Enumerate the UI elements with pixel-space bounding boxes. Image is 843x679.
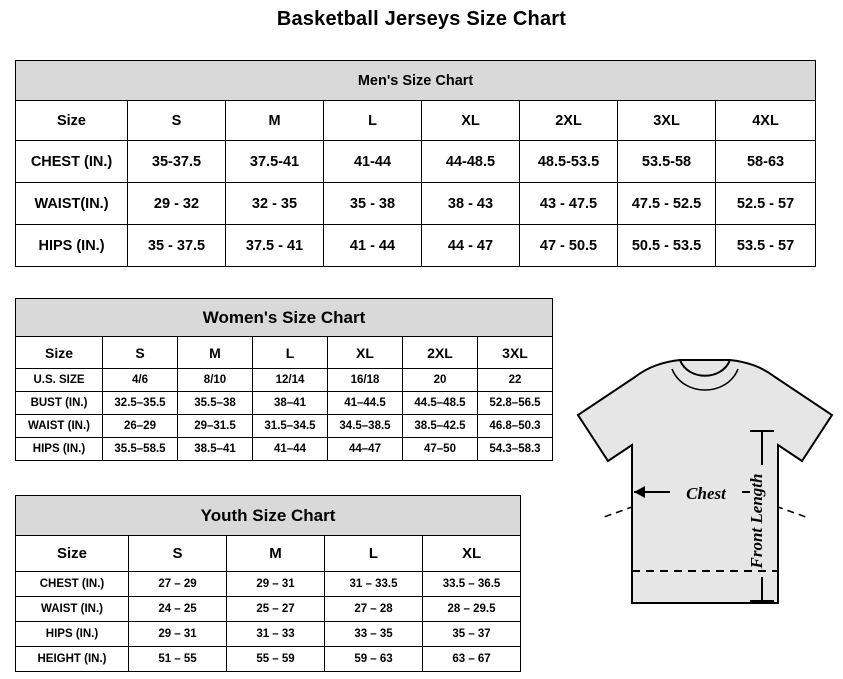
table-cell: 22 — [478, 369, 553, 392]
row-label: CHEST (IN.) — [16, 141, 128, 183]
column-header: XL — [423, 536, 521, 572]
table-cell: 51 – 55 — [129, 647, 227, 672]
column-header: M — [178, 337, 253, 369]
table-cell: 35-37.5 — [128, 141, 226, 183]
table-cell: 35 - 38 — [324, 183, 422, 225]
column-header: Size — [16, 101, 128, 141]
table-cell: 52.8–56.5 — [478, 392, 553, 415]
column-header: L — [253, 337, 328, 369]
column-header: L — [324, 101, 422, 141]
table-cell: 41–44 — [253, 438, 328, 461]
table-cell: 53.5-58 — [618, 141, 716, 183]
table-row — [16, 622, 521, 647]
table-cell: 44.5–48.5 — [403, 392, 478, 415]
row-label: HEIGHT (IN.) — [16, 647, 129, 672]
mens-chart-heading: Men's Size Chart — [16, 61, 816, 101]
table-cell: 37.5 - 41 — [226, 225, 324, 267]
table-cell: 35 – 37 — [423, 622, 521, 647]
row-label: HIPS (IN.) — [16, 225, 128, 267]
youth-size-chart-table — [15, 495, 521, 672]
row-label: WAIST(IN.) — [16, 183, 128, 225]
table-cell: 31.5–34.5 — [253, 415, 328, 438]
table-cell: 41–44.5 — [328, 392, 403, 415]
table-cell: 27 – 29 — [129, 572, 227, 597]
column-header: 3XL — [478, 337, 553, 369]
table-cell: 35.5–58.5 — [103, 438, 178, 461]
column-header: L — [325, 536, 423, 572]
row-label: WAIST (IN.) — [16, 597, 129, 622]
table-cell: 28 – 29.5 — [423, 597, 521, 622]
table-cell: 52.5 - 57 — [716, 183, 816, 225]
row-label: CHEST (IN.) — [16, 572, 129, 597]
table-cell: 63 – 67 — [423, 647, 521, 672]
table-cell: 29 – 31 — [227, 572, 325, 597]
table-cell: 38 - 43 — [422, 183, 520, 225]
table-cell: 29 - 32 — [128, 183, 226, 225]
table-cell: 44-48.5 — [422, 141, 520, 183]
table-header-row — [16, 101, 816, 141]
table-row — [16, 392, 553, 415]
table-cell: 38.5–42.5 — [403, 415, 478, 438]
table-cell: 29–31.5 — [178, 415, 253, 438]
table-cell: 12/14 — [253, 369, 328, 392]
page-title: Basketball Jerseys Size Chart — [276, 8, 567, 30]
table-cell: 32.5–35.5 — [103, 392, 178, 415]
front-length-label: Front Length — [747, 473, 766, 569]
row-label: HIPS (IN.) — [16, 622, 129, 647]
column-header: S — [129, 536, 227, 572]
column-header: S — [128, 101, 226, 141]
womens-chart-heading: Women's Size Chart — [16, 299, 553, 337]
column-header: XL — [422, 101, 520, 141]
table-cell: 35 - 37.5 — [128, 225, 226, 267]
table-cell: 25 – 27 — [227, 597, 325, 622]
table-cell: 35.5–38 — [178, 392, 253, 415]
table-row — [16, 415, 553, 438]
table-cell: 55 – 59 — [227, 647, 325, 672]
table-cell: 38–41 — [253, 392, 328, 415]
shirt-measurement-diagram — [540, 355, 840, 675]
table-cell: 31 – 33 — [227, 622, 325, 647]
table-cell: 50.5 - 53.5 — [618, 225, 716, 267]
table-cell: 46.8–50.3 — [478, 415, 553, 438]
table-row — [16, 183, 816, 225]
table-cell: 33 – 35 — [325, 622, 423, 647]
column-header: Size — [16, 337, 103, 369]
table-cell: 34.5–38.5 — [328, 415, 403, 438]
table-cell: 20 — [403, 369, 478, 392]
table-cell: 47–50 — [403, 438, 478, 461]
table-cell: 43 - 47.5 — [520, 183, 618, 225]
table-row — [16, 597, 521, 622]
row-label: BUST (IN.) — [16, 392, 103, 415]
column-header: Size — [16, 536, 129, 572]
table-cell: 37.5-41 — [226, 141, 324, 183]
table-header-row — [16, 536, 521, 572]
mens-size-chart-table — [15, 60, 816, 267]
table-row — [16, 225, 816, 267]
table-cell: 58-63 — [716, 141, 816, 183]
table-cell: 53.5 - 57 — [716, 225, 816, 267]
table-cell: 47 - 50.5 — [520, 225, 618, 267]
column-header: M — [227, 536, 325, 572]
table-row — [16, 572, 521, 597]
table-cell: 44 - 47 — [422, 225, 520, 267]
column-header: 3XL — [618, 101, 716, 141]
table-cell: 41-44 — [324, 141, 422, 183]
table-cell: 33.5 – 36.5 — [423, 572, 521, 597]
table-row — [16, 61, 816, 101]
row-label: WAIST (IN.) — [16, 415, 103, 438]
table-cell: 31 – 33.5 — [325, 572, 423, 597]
column-header: XL — [328, 337, 403, 369]
table-cell: 38.5–41 — [178, 438, 253, 461]
table-cell: 29 – 31 — [129, 622, 227, 647]
table-cell: 48.5-53.5 — [520, 141, 618, 183]
table-cell: 54.3–58.3 — [478, 438, 553, 461]
womens-size-chart-table — [15, 298, 553, 461]
table-cell: 24 – 25 — [129, 597, 227, 622]
table-cell: 47.5 - 52.5 — [618, 183, 716, 225]
column-header: 2XL — [403, 337, 478, 369]
table-cell: 44–47 — [328, 438, 403, 461]
table-cell: 32 - 35 — [226, 183, 324, 225]
table-cell: 27 – 28 — [325, 597, 423, 622]
column-header: S — [103, 337, 178, 369]
table-cell: 8/10 — [178, 369, 253, 392]
table-header-row — [16, 337, 553, 369]
table-row — [16, 496, 521, 536]
chest-label: Chest — [686, 484, 726, 503]
row-label: HIPS (IN.) — [16, 438, 103, 461]
table-cell: 4/6 — [103, 369, 178, 392]
table-cell: 26–29 — [103, 415, 178, 438]
row-label: U.S. SIZE — [16, 369, 103, 392]
table-cell: 41 - 44 — [324, 225, 422, 267]
table-row — [16, 647, 521, 672]
table-cell: 16/18 — [328, 369, 403, 392]
table-row — [16, 299, 553, 337]
column-header: 2XL — [520, 101, 618, 141]
column-header: M — [226, 101, 324, 141]
table-cell: 59 – 63 — [325, 647, 423, 672]
table-row — [16, 438, 553, 461]
column-header: 4XL — [716, 101, 816, 141]
youth-chart-heading: Youth Size Chart — [16, 496, 521, 536]
table-row — [16, 141, 816, 183]
table-row — [16, 369, 553, 392]
